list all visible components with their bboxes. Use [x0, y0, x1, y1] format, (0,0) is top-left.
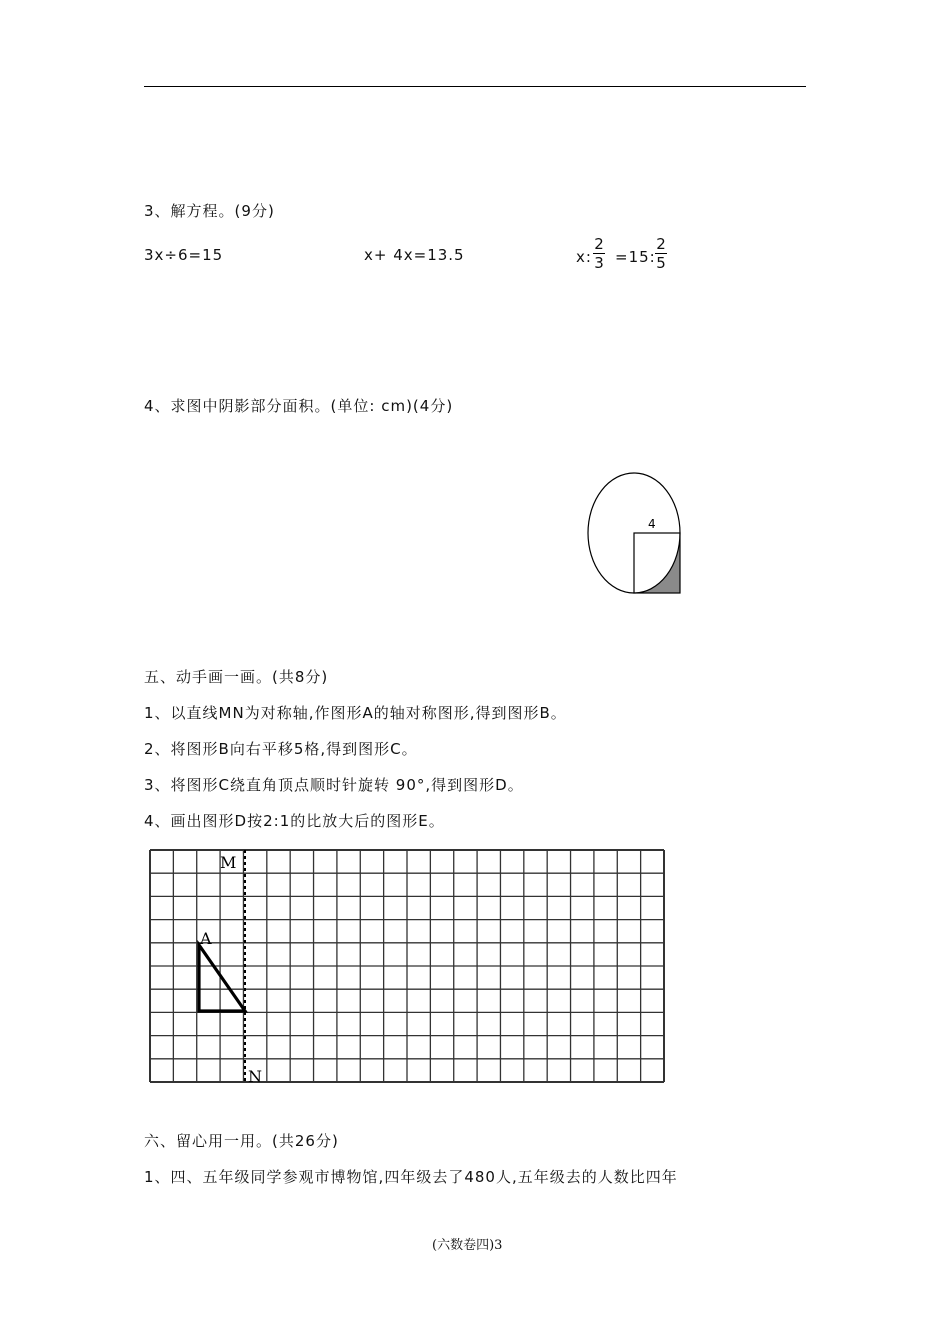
equation-3-prefix: x:: [576, 248, 592, 266]
figure-label-4: 4: [648, 517, 656, 531]
header-rule: [144, 86, 806, 87]
section6-question-1: 1、四、五年级同学参观市博物馆,四年级去了480人,五年级去的人数比四年: [144, 1168, 678, 1186]
label-n: N: [248, 1067, 262, 1086]
label-m: M: [220, 853, 237, 872]
section3-title: 3、解方程。(9分): [144, 202, 275, 220]
page-footer: (六数卷四)3: [432, 1238, 503, 1253]
equation-1: 3x÷6=15: [144, 246, 224, 264]
section5-item-2: 2、将图形B向右平移5格,得到图形C。: [144, 740, 418, 758]
section5-item-4: 4、画出图形D按2:1的比放大后的图形E。: [144, 812, 445, 830]
section6-title: 六、留心用一用。(共26分): [144, 1132, 339, 1150]
fraction-2-3: [593, 236, 605, 271]
fraction-numerator: 2: [594, 235, 604, 253]
drawing-grid: [148, 848, 668, 1086]
section5-title: 五、动手画一画。(共8分): [144, 668, 329, 686]
grid-lines: [150, 850, 664, 1082]
fraction-2-5: [655, 236, 667, 271]
fraction-denominator: 3: [594, 254, 604, 272]
fraction-denominator: 5: [656, 254, 666, 272]
fraction-numerator: 2: [656, 235, 666, 253]
section4-title: 4、求图中阴影部分面积。(单位: cm)(4分): [144, 397, 454, 415]
section5-item-3: 3、将图形C绕直角顶点顺时针旋转 90°,得到图形D。: [144, 776, 524, 794]
equation-3-mid: =15:: [615, 248, 656, 266]
circle-shaded-figure: [580, 468, 690, 600]
equation-2: x+ 4x=13.5: [364, 246, 465, 264]
section5-item-1: 1、以直线MN为对称轴,作图形A的轴对称图形,得到图形B。: [144, 704, 567, 722]
label-a: A: [200, 929, 212, 948]
triangle-a: [199, 945, 245, 1011]
